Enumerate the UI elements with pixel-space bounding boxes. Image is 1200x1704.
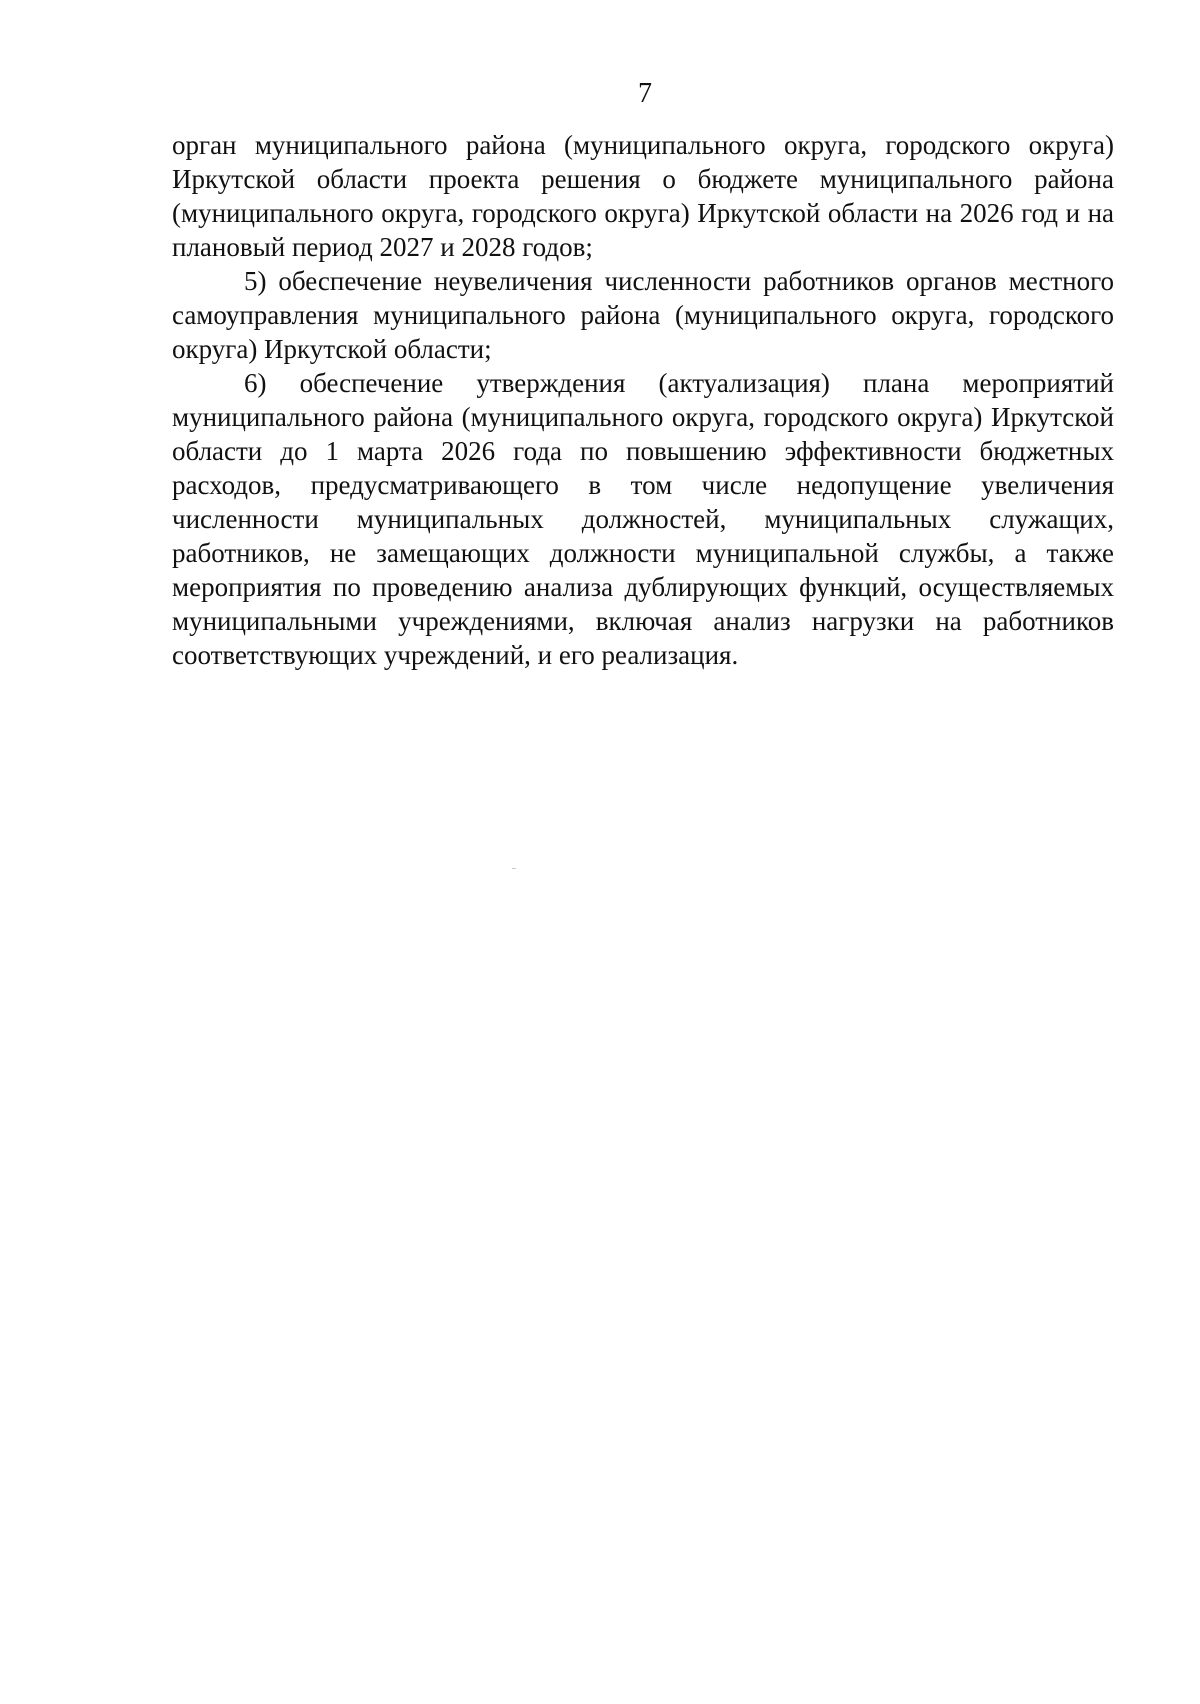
page-number: 7 [638,78,652,109]
paragraph-continuation: орган муниципального района (муниципального округа, городского округа) Иркутской области проекта решения о бюджете муниципального района (муниципального округа, городского округа) Иркутской области на 2026 год и на плановый период 2027 и 2028 годов; [172,130,1114,262]
paragraph-item-5: 5) обеспечение неувеличения численности работников органов местного самоуправления муниципального района (муниципального округа, городского округа) Иркутской области; [172,266,1114,364]
scan-speck [512,868,516,869]
paragraph-item-6: 6) обеспечение утверждения (актуализация) плана мероприятий муниципального района (муниципального округа, городского округа) Иркутской области до 1 марта 2026 года по повышению эффективности бюджетных расходов, предусматривающего в том числе недопущение увеличения численности муниципальных должностей, муниципальных служащих, работников, не замещающих должности муниципальной службы, а также мероприятия по проведению анализа дублирующих функций, осуществляемых муниципальными учреждениями, включая анализ нагрузки на работников соответствующих учреждений, и его реализация. [172,368,1114,670]
document-body [172,128,1114,672]
